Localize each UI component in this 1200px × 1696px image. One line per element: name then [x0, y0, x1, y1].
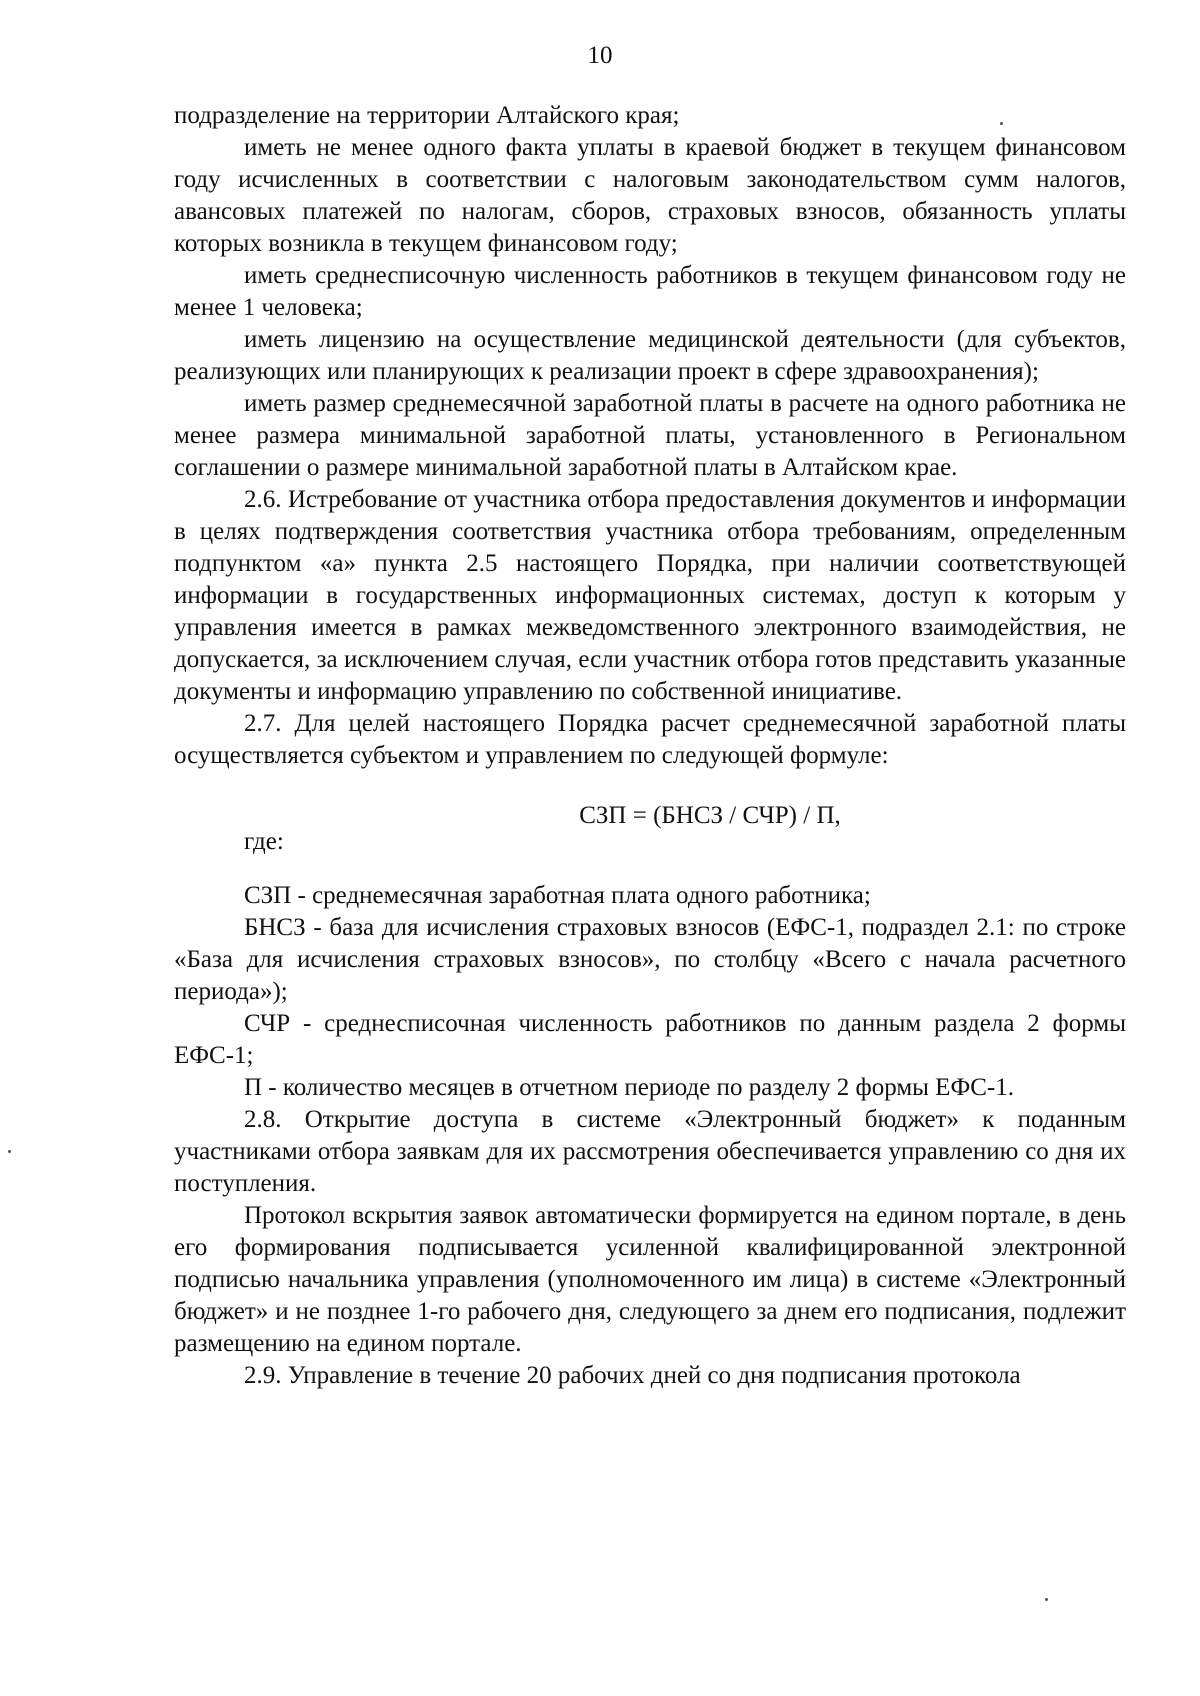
page-number: 10 — [587, 42, 613, 69]
where-label: где: — [244, 828, 284, 855]
paragraph-2-7: 2.7. Для целей настоящего Порядка расчет среднемесячной заработной платы осуществляется субъектом и управлением по следующей формуле: — [174, 710, 1126, 769]
paragraph-2-8: 2.8. Открытие доступа в системе «Электронный бюджет» к поданным участниками отбора заявкам для их рассмотрения обеспечивается управлению со дня их поступления. — [174, 1106, 1126, 1197]
paragraph: иметь среднесписочную численность работников в текущем финансовом году не менее 1 человека; — [174, 262, 1126, 321]
paragraph-2-6: 2.6. Истребование от участника отбора предоставления документов и информации в целях подтверждения соответствия участника отбора требованиям, определенным подпунктом «а» пункта 2.5 настоящего Порядка, при наличии соответствующей информации в государственных информационных системах, доступ к которым у управления имеется в рамках межведомственного электронного взаимодействия, не допускается, за исключением случая, если участник отбора готов представить указанные документы и информацию управлению по собственной инициативе. — [174, 486, 1126, 705]
document-body — [174, 100, 1126, 1392]
paragraph: иметь размер среднемесячной заработной платы в расчете на одного работника не менее размера минимальной заработной платы, установленного в Региональном соглашении о размере минимальной заработной платы в Алтайском крае. — [174, 390, 1126, 481]
definition-p: П - количество месяцев в отчетном периоде по разделу 2 формы ЕФС-1. — [244, 1074, 1014, 1101]
scan-speck — [1045, 1598, 1048, 1601]
paragraph-protocol: Протокол вскрытия заявок автоматически формируется на едином портале, в день его формирования подписывается усиленной квалифицированной электронной подписью начальника управления (уполномоченного им лица) в системе «Электронный бюджет» и не позднее 1-го рабочего дня, следующего за днем его подписания, подлежит размещению на едином портале. — [174, 1202, 1126, 1357]
paragraph: иметь не менее одного факта уплаты в краевой бюджет в текущем финансовом году исчисленных в соответствии с налоговым законодательством сумм налогов, авансовых платежей по налогам, сборов, страховых взносов, обязанность уплаты которых возникла в текущем финансовом году; — [174, 134, 1126, 257]
definition-schr: СЧР - среднесписочная численность работников по данным раздела 2 формы ЕФС-1; — [174, 1010, 1126, 1069]
scan-speck — [8, 1150, 11, 1153]
scan-speck — [1000, 122, 1003, 125]
formula: СЗП = (БНСЗ / СЧР) / П, — [579, 802, 841, 829]
paragraph-2-9: 2.9. Управление в течение 20 рабочих дней со дня подписания протокола — [244, 1362, 1021, 1389]
definition-bnsz: БНСЗ - база для исчисления страховых взносов (ЕФС-1, подраздел 2.1: по строке «База для исчисления страховых взносов», по столбцу «Всего с начала расчетного периода»); — [174, 914, 1126, 1005]
paragraph: подразделение на территории Алтайского края; — [174, 102, 680, 129]
definition-szp: СЗП - среднемесячная заработная плата одного работника; — [244, 882, 871, 909]
paragraph: иметь лицензию на осуществление медицинской деятельности (для субъектов, реализующих или планирующих к реализации проект в сфере здравоохранения); — [174, 326, 1126, 385]
